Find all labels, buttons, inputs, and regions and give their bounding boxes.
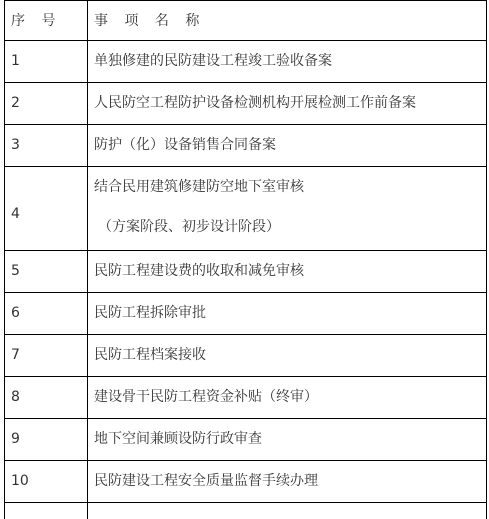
table-row [5,461,487,503]
row-name-cell: 民防工程拆除审批 [88,293,487,335]
row-number-cell: 9 [5,419,88,461]
row-number-cell: 5 [5,251,88,293]
row-name-cell: 民防工程档案接收 [88,335,487,377]
row-name-sub: （方案阶段、初步设计阶段） [98,219,280,235]
table-row [5,251,487,293]
header-number-cell [5,1,88,41]
table-row [5,293,487,335]
row-number-cell: 3 [5,125,88,167]
table-row [5,335,487,377]
table-row-empty [5,503,487,519]
row-name-cell [88,503,487,519]
table-row [5,167,487,251]
row-number-cell: 10 [5,461,88,503]
row-number-cell: 6 [5,293,88,335]
table-row [5,41,487,83]
service-items-table [4,0,487,519]
row-number-cell [5,503,88,519]
row-name-cell [88,167,487,251]
row-number-cell: 4 [5,167,88,251]
row-name-cell: 地下空间兼顾设防行政审查 [88,419,487,461]
row-name-cell: 单独修建的民防建设工程竣工验收备案 [88,41,487,83]
row-name-cell: 民防建设工程安全质量监督手续办理 [88,461,487,503]
table-row [5,125,487,167]
row-name-cell: 防护（化）设备销售合同备案 [88,125,487,167]
row-number-cell: 2 [5,83,88,125]
row-number-cell: 8 [5,377,88,419]
header-number-label: 序 号 [11,13,62,29]
row-name-main: 结合民用建筑修建防空地下室审核 [94,179,304,195]
table-header-row [5,1,487,41]
row-name-cell: 人民防空工程防护设备检测机构开展检测工作前备案 [88,83,487,125]
row-number-cell: 7 [5,335,88,377]
table-row [5,419,487,461]
header-name-cell [88,1,487,41]
row-name-cell: 建设骨干民防工程资金补贴（终审） [88,377,487,419]
row-number-cell: 1 [5,41,88,83]
row-name-cell: 民防工程建设费的收取和减免审核 [88,251,487,293]
table-row [5,83,487,125]
table-row [5,377,487,419]
header-name-label: 事 项 名 称 [94,13,206,29]
